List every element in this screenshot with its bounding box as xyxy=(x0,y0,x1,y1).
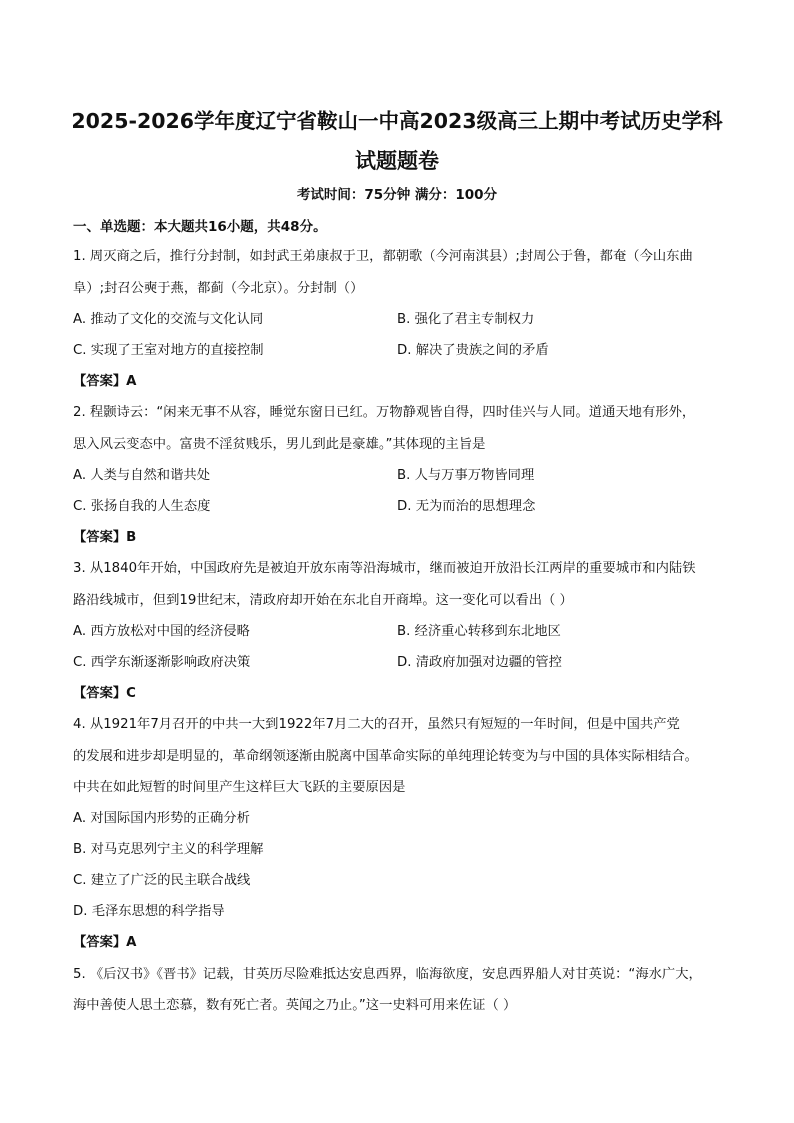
question-2-option-c: C. 张扬自我的人生态度 xyxy=(73,499,211,514)
question-2-line-1: 2. 程颢诗云：“闲来无事不从容，睡觉东窗日已红。万物静观皆自得，四时佳兴与人同。道通天地有形外， xyxy=(73,405,696,420)
question-3-option-b: B. 经济重心转移到东北地区 xyxy=(397,624,561,639)
section-heading: 一、单选题：本大题共16小题，共48分。 xyxy=(73,219,327,235)
question-2-option-a: A. 人类与自然和谐共处 xyxy=(73,468,210,483)
question-3-option-c: C. 西学东渐逐渐影响政府决策 xyxy=(73,655,251,670)
question-3-line-1: 3. 从1840年开始，中国政府先是被迫开放东南等沿海城市，继而被迫开放沿长江两岸的重要城市和内陆铁 xyxy=(73,561,696,576)
question-5-line-2: 海中善使人思土恋慕，数有死亡者。英闻之乃止。”这一史料可用来佐证（ ） xyxy=(73,998,517,1013)
question-2-option-d: D. 无为而治的思想理念 xyxy=(397,499,536,514)
question-2-option-b: B. 人与万事万物皆同理 xyxy=(397,468,535,483)
question-4-line-3: 中共在如此短暂的时间里产生这样巨大飞跃的主要原因是 xyxy=(73,780,406,795)
question-1-option-a: A. 推动了文化的交流与文化认同 xyxy=(73,312,264,327)
exam-title-line-1: 2025-2026学年度辽宁省鞍山一中高2023级高三上期中考试历史学科 xyxy=(71,109,723,133)
question-4-line-1: 4. 从1921年7月召开的中共一大到1922年7月二大的召开，虽然只有短短的一年时间，但是中国共产党 xyxy=(73,717,680,732)
question-4-option-c: C. 建立了广泛的民主联合战线 xyxy=(73,873,251,888)
question-3-answer: 【答案】C xyxy=(73,686,136,701)
question-4-option-d: D. 毛泽东思想的科学指导 xyxy=(73,904,225,919)
question-2-answer: 【答案】B xyxy=(73,530,137,545)
question-5-line-1: 5. 《后汉书》《晋书》记载，甘英历尽险难抵达安息西界，临海欲度，安息西界船人对甘英说：“海水广大， xyxy=(73,967,702,982)
question-4-answer: 【答案】A xyxy=(73,935,137,950)
question-1-line-2: 阜）;封召公奭于燕，都蓟（今北京）。分封制（） xyxy=(73,281,364,296)
question-2-line-2: 思入风云变态中。富贵不淫贫贱乐，男儿到此是豪雄。”其体现的主旨是 xyxy=(73,437,486,452)
question-1-option-c: C. 实现了王室对地方的直接控制 xyxy=(73,343,264,358)
question-1-option-d: D. 解决了贵族之间的矛盾 xyxy=(397,343,549,358)
question-1-line-1: 1. 周灭商之后，推行分封制，如封武王弟康叔于卫，都朝歌（今河南淇县）;封周公于鲁，都奄（今山东曲 xyxy=(73,249,693,264)
question-3-option-d: D. 清政府加强对边疆的管控 xyxy=(397,655,562,670)
question-3-option-a: A. 西方放松对中国的经济侵略 xyxy=(73,624,250,639)
question-4-option-a: A. 对国际国内形势的正确分析 xyxy=(73,811,250,826)
question-1-option-b: B. 强化了君主专制权力 xyxy=(397,312,535,327)
question-1-answer: 【答案】A xyxy=(73,374,137,389)
exam-title-line-2: 试题题卷 xyxy=(355,149,439,173)
question-4-line-2: 的发展和进步却是明显的，革命纲领逐渐由脱离中国革命实际的单纯理论转变为与中国的具体实际相结合。 xyxy=(73,749,698,764)
question-3-line-2: 路沿线城市，但到19世纪末，清政府却开始在东北自开商埠。这一变化可以看出（ ） xyxy=(73,593,573,608)
exam-info: 考试时间：75分钟 满分：100分 xyxy=(296,187,498,203)
question-4-option-b: B. 对马克思列宁主义的科学理解 xyxy=(73,842,264,857)
